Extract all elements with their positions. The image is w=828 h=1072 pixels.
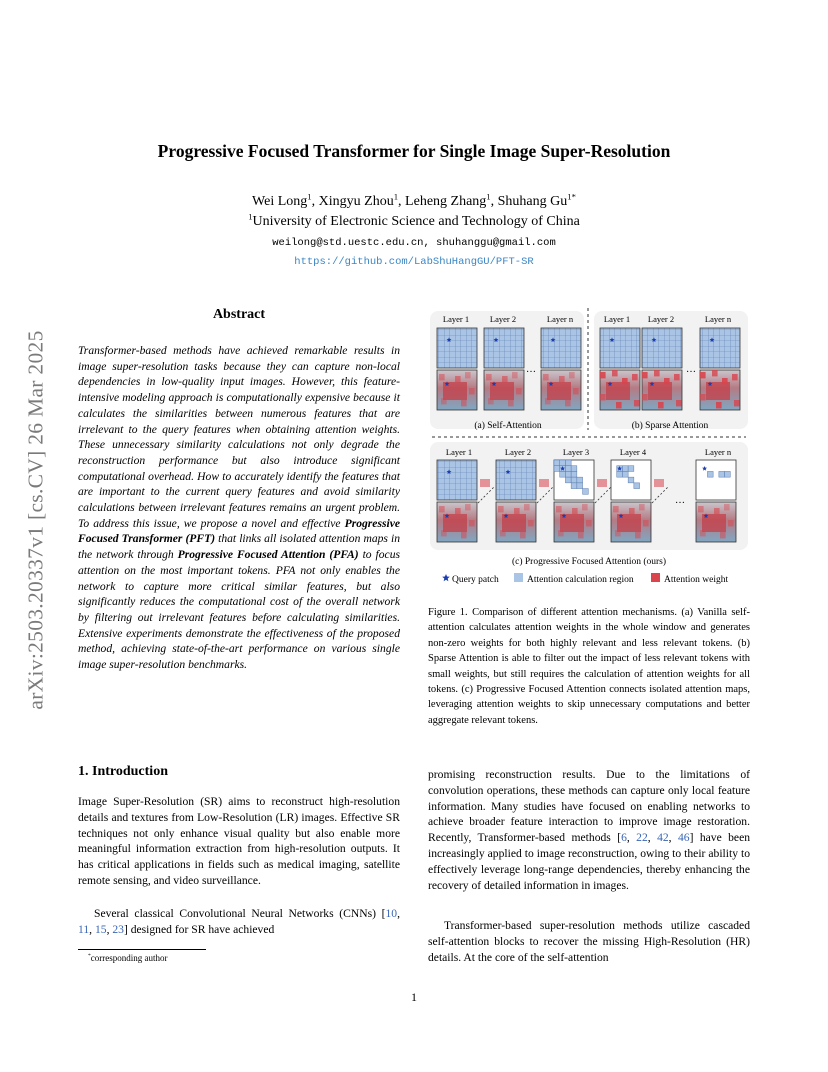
legend-query-label: Query patch: [452, 575, 499, 585]
attention-weight-cell: [512, 372, 518, 378]
sparse-cell: [571, 483, 577, 489]
figure-caption: Figure 1. Comparison of different attention mechanisms. (a) Vanilla self-attention calculates attention weights in the whole window and generates non-zero weights for both highly relevant and less relevant tokens. (b) Sparse Attention is able to filter out the impact of less relevant tokens with small weights, but still requires the calculation of attention weights for all tokens. (c) Progressive Focused Attention connects isolated attention maps, leveraging attention weights to skip unnecessary computations and better aggregate relevant tokens.: [428, 607, 750, 726]
panel-a-label: (a) Self-Attention: [474, 421, 542, 431]
attention-weight-cell: [578, 532, 584, 538]
abstract-heading: Abstract: [212, 307, 266, 322]
citation-link[interactable]: 10: [385, 907, 398, 920]
attention-weight-cell: [514, 508, 520, 514]
attention-weight-cell: [516, 388, 522, 394]
paper-title: Progressive Focused Transformer for Single Image Super-Resolution: [157, 141, 671, 161]
layer-label: Layer 2: [647, 314, 675, 324]
attention-weight-cell: [455, 376, 461, 382]
layer-label: Layer 4: [619, 447, 647, 457]
layer-label: Layer n: [546, 314, 574, 324]
author-separator: ,: [311, 194, 319, 209]
sparse-cell: [565, 477, 571, 483]
layer-label: Layer 3: [562, 447, 590, 457]
author-mark: 1: [393, 191, 399, 202]
sparse-cell: [577, 477, 583, 483]
intro-paragraph-4: [428, 918, 750, 965]
sparse-cell: [725, 471, 731, 477]
abstract-span: that links all isolated attention maps in the network through: [78, 532, 400, 562]
text-span: ,: [106, 922, 113, 936]
attention-weight-cell: [569, 372, 575, 378]
author-mark: 1: [307, 191, 312, 202]
attention-weight-cell: [565, 400, 571, 406]
panel-c-label: (c) Progressive Focused Attention (ours): [511, 557, 667, 567]
attention-weight-cell: [616, 402, 622, 408]
ellipsis: …: [526, 364, 536, 375]
attention-weight-cell: [543, 374, 549, 380]
sparse-grid: [696, 460, 736, 500]
attention-weight-cell: [586, 520, 592, 526]
text-span: ] designed for SR have achieved: [123, 922, 275, 936]
attention-weight-cell: [698, 506, 704, 512]
attention-weight-cell: [664, 378, 670, 384]
author-list: [0, 191, 828, 210]
layer-label: Layer 2: [489, 314, 517, 324]
arxiv-sidebar: [14, 270, 58, 770]
attention-weight-cell: [558, 530, 564, 536]
text-span: Transformer-based super-resolution methods utilize cascaded self-attention blocks to recover the missing High-Resolution (HR) details. At the core of the self-attention: [428, 919, 750, 964]
attention-weight-cell: [676, 400, 682, 406]
attention-weight-cell: [612, 370, 618, 376]
text-span: ,: [668, 831, 678, 845]
arrow-weight-marker: [539, 479, 549, 487]
attention-weight-cell: [700, 372, 706, 378]
sparse-cell: [622, 471, 628, 477]
attention-weight-cell: [632, 374, 638, 380]
attention-grid: [437, 328, 477, 368]
attention-comparison-figure: [428, 308, 750, 598]
affiliation: [0, 211, 828, 230]
layer-label: Layer n: [704, 447, 732, 457]
text-span: ,: [647, 831, 658, 845]
attention-weight-cell: [488, 398, 494, 404]
panel-b-label: (b) Sparse Attention: [631, 421, 709, 431]
abstract-span: to focus attention on the most important tokens. PFA not only enables the network to capture more critical similar features, but also significantly reduces the computational cost of the overall network by filtering out irrelevant features before calculating similarities. Extensive experiments demonstrate the effectiveness of the proposed method, achieving state-of-the-art performance on various single image super-resolution benchmarks.: [78, 548, 401, 672]
sparse-cell: [565, 460, 571, 466]
author-emails: weilong@std.uestc.edu.cn, shuhanggu@gmail.com: [272, 237, 556, 249]
attention-weight-cell: [439, 374, 445, 380]
citation-link[interactable]: 6: [621, 831, 627, 845]
layer-label: Layer 1: [603, 314, 631, 324]
arrow-weight-marker: [480, 479, 490, 487]
attention-weight-cell: [582, 504, 588, 510]
attention-weight-cell: [724, 504, 730, 510]
sparse-cell: [634, 483, 640, 489]
abstract-text: [78, 343, 400, 673]
attention-weight-cell: [700, 394, 706, 400]
attention-grid: [600, 328, 640, 368]
sparse-cell: [554, 466, 560, 472]
attention-weight-cell: [469, 520, 475, 526]
attention-weight-cell: [613, 506, 619, 512]
attention-weight-cell: [634, 400, 640, 406]
attention-weight-cell: [441, 398, 447, 404]
attention-weight-cell: [441, 530, 447, 536]
sparse-cell: [571, 466, 577, 472]
attention-weight-cell: [465, 372, 471, 378]
citation-link[interactable]: 42: [657, 831, 669, 845]
legend-region-label: Attention calculation region: [527, 575, 634, 585]
footnote-text: corresponding author: [90, 953, 168, 963]
text-span: promising reconstruction results. Due to the limitations of convolution operations, these methods can capture only local feature information. Many studies have focused on enabling networks to achieve broader feature interaction to improve image restoration. Recently, Transformer-based methods [: [428, 768, 750, 845]
legend-weight-label: Attention weight: [664, 575, 729, 585]
attention-weight-cell: [700, 530, 706, 536]
layer-label: Layer 2: [504, 447, 532, 457]
intro-paragraph-1: [78, 794, 400, 889]
attention-weight-cell: [502, 376, 508, 382]
attention-weight-cell: [572, 508, 578, 514]
attention-weight-cell: [498, 506, 504, 512]
attention-weight-cell: [528, 520, 534, 526]
attention-weight-cell: [639, 504, 645, 510]
author-name: Xingyu Zhou: [318, 194, 394, 209]
attention-weight-cell: [439, 506, 445, 512]
ellipsis: …: [686, 364, 696, 375]
attention-weight-cell: [600, 372, 606, 378]
sparse-cell: [554, 460, 560, 466]
footnote-rule: [78, 949, 206, 950]
citation-link[interactable]: 23: [112, 922, 124, 936]
attention-weight-cell: [732, 374, 738, 380]
attention-grid: [496, 460, 536, 500]
sparse-cell: [617, 471, 623, 477]
attention-weight-cell: [461, 532, 467, 538]
text-span: ,: [626, 831, 637, 845]
attention-weight-cell: [642, 394, 648, 400]
layer-label: Layer n: [704, 314, 732, 324]
attention-weight-cell: [524, 504, 530, 510]
attention-weight-cell: [643, 520, 649, 526]
query-star-icon: [442, 574, 450, 581]
attention-weight-cell: [622, 378, 628, 384]
sparse-cell: [560, 471, 566, 477]
author-name: Wei Long: [252, 194, 308, 209]
page-number: 1: [411, 990, 417, 1004]
text-span: ] have been increasingly applied to image reconstruction, owing to their ability to effectively leverage long-range dependencies, thereby enhancing the recovery of detailed information in images.: [428, 831, 751, 892]
github-link[interactable]: https://github.com/LabShuHangGU/PFT-SR: [294, 256, 534, 268]
citation-link[interactable]: 22: [636, 831, 648, 845]
layer-label: Layer 1: [445, 447, 473, 457]
attention-weight-cell: [722, 378, 728, 384]
attention-weight-cell: [545, 398, 551, 404]
text-span: ,: [89, 922, 95, 936]
sparse-cell: [571, 477, 577, 483]
attention-weight-cell: [720, 532, 726, 538]
attention-weight-cell: [658, 402, 664, 408]
author-separator: ,: [490, 194, 498, 209]
author-name: Leheng Zhang: [405, 194, 487, 209]
arrow-weight-marker: [654, 479, 664, 487]
attention-weight-cell: [600, 394, 606, 400]
citation-link[interactable]: 11: [78, 922, 90, 936]
attention-weight-cell: [712, 370, 718, 376]
attention-weight-cell: [635, 532, 641, 538]
sparse-cell: [628, 466, 634, 472]
legend-region-swatch: [514, 573, 523, 582]
author-name: Shuhang Gu: [497, 194, 568, 209]
abstract-bold-term: Progressive Focused Transformer (PFT): [78, 516, 400, 546]
attention-grid: [700, 328, 740, 368]
layer-label: Layer 1: [442, 314, 470, 324]
affiliation-mark: 1: [248, 211, 253, 222]
sparse-cell: [719, 471, 725, 477]
sparse-cell: [577, 483, 583, 489]
sparse-cell: [628, 477, 634, 483]
citation-link[interactable]: 15: [94, 922, 107, 936]
attention-weight-cell: [734, 400, 740, 406]
sparse-cell: [565, 471, 571, 477]
abstract-bold-term: Progressive Focused Attention (PFA): [177, 548, 359, 562]
footnote-mark: *: [88, 953, 91, 959]
attention-grid: [541, 328, 581, 368]
sparse-cell: [707, 471, 713, 477]
legend-weight-swatch: [651, 573, 660, 582]
sparse-cell: [571, 471, 577, 477]
attention-grid: [642, 328, 682, 368]
attention-weight-cell: [642, 372, 648, 378]
intro-paragraph-3: [428, 767, 750, 893]
sparse-cell: [560, 460, 566, 466]
attention-weight-cell: [716, 402, 722, 408]
attention-weight-cell: [654, 370, 660, 376]
attention-weight-cell: [455, 508, 461, 514]
attention-weight-cell: [500, 530, 506, 536]
citation-link[interactable]: 46: [677, 831, 690, 845]
sparse-cell: [622, 466, 628, 472]
author-mark: 1: [486, 191, 491, 202]
attention-weight-cell: [520, 532, 526, 538]
sparse-cell: [565, 466, 571, 472]
intro-paragraph-2: [78, 906, 400, 938]
attention-weight-cell: [674, 374, 680, 380]
attention-grid: [484, 328, 524, 368]
text-span: ,: [397, 907, 400, 920]
attention-weight-cell: [728, 520, 734, 526]
text-span: Several classical Convolutional Neural Networks (CNNs) [: [94, 907, 386, 920]
introduction-heading: 1. Introduction: [78, 764, 168, 779]
attention-weight-cell: [559, 376, 565, 382]
attention-weight-cell: [508, 400, 514, 406]
attention-weight-cell: [556, 506, 562, 512]
author-separator: ,: [398, 194, 406, 209]
ellipsis: …: [675, 495, 685, 506]
author-mark: 1*: [567, 191, 576, 202]
arxiv-id: arXiv:2503.20337v1 [cs.CV] 26 Mar 2025: [23, 330, 48, 710]
affiliation-text: University of Electronic Science and Technology of China: [252, 214, 580, 229]
sparse-cell: [583, 489, 589, 495]
attention-weight-cell: [615, 530, 621, 536]
attention-weight-cell: [469, 388, 475, 394]
text-span: Image Super-Resolution (SR) aims to reconstruct high-resolution details and textures from Low-Resolution (LR) images. Effective SR techniques not only enhance visual quality but also enable more meaningful information extraction from high-resolution outputs. It has critical applications in fields such as medical imaging, satellite remote sensing, and video surveillance.: [78, 795, 400, 887]
arrow-weight-marker: [597, 479, 607, 487]
attention-grid: [437, 460, 477, 500]
attention-weight-cell: [465, 504, 471, 510]
footnote: [88, 953, 168, 963]
abstract-span: Transformer-based methods have achieved remarkable results in image super-resolution tasks because they can capture non-local dependencies in low-quality input images. However, this feature-intensive modeling approach is computationally expensive because it calculates the similarities between numerous features that are irrelevant to the query features when obtaining attention weights. These unnecessary similarity calculations not only degrade the reconstruction performance but also introduce significant computational overhead. How to accurately identify the features that are important to the current query features and avoid similarity calculations between irrelevant features remains an urgent problem. To address this issue, we propose a novel and effective: [78, 344, 400, 530]
attention-weight-cell: [629, 508, 635, 514]
attention-weight-cell: [573, 388, 579, 394]
attention-weight-cell: [714, 508, 720, 514]
attention-weight-cell: [461, 400, 467, 406]
attention-weight-cell: [486, 374, 492, 380]
